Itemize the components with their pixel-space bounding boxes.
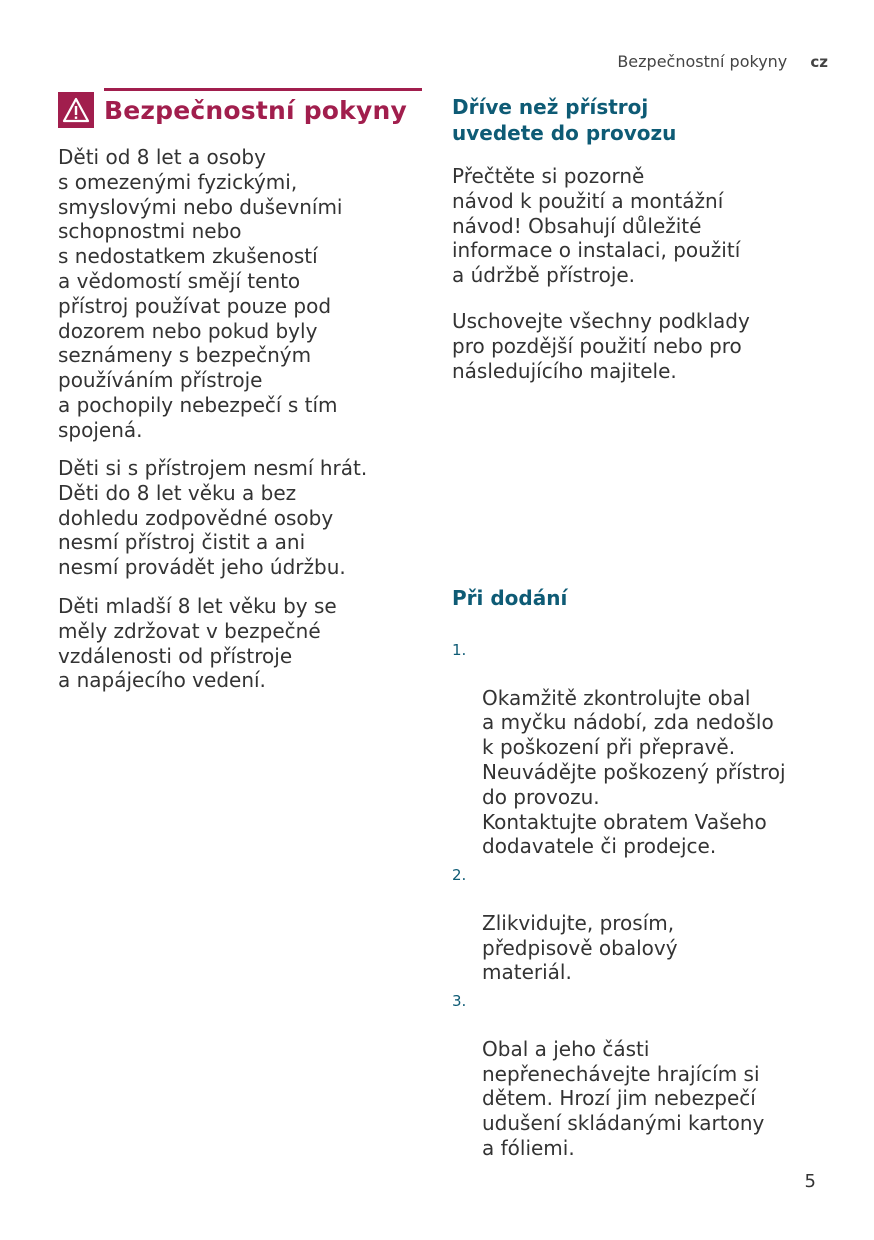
- page-number: 5: [804, 1171, 816, 1192]
- page-title: Bezpečnostní pokyny: [104, 95, 407, 125]
- list-item-number: 3.: [452, 992, 467, 1011]
- warning-triangle-icon: [58, 92, 94, 128]
- list-item-number: 1.: [452, 641, 467, 659]
- list-item-text: Okamžitě zkontrolujte obal a myčku nádobí, zda nedošlo k poškození při přepravě. Neuvádějte poškozený přístroj do provozu. Kontaktujte obratem Vašeho dodavatele či prodejce.: [482, 685, 786, 859]
- before-use-heading: Dříve než přístroj uvedete do provozu: [452, 95, 677, 145]
- header-language-code: cz: [810, 53, 828, 71]
- list-item-text: Zlikvidujte, prosím, předpisově obalový materiál.: [482, 910, 678, 985]
- section-title-rule: [104, 88, 422, 91]
- safety-paragraph-2: Děti si s přístrojem nesmí hrát. Děti do 8 let věku a bez dohledu zodpovědné osoby nesmí přístroj čistit a ani nesmí provádět jeho údržbu.: [58, 456, 368, 580]
- header-section-title: Bezpečnostní pokyny: [617, 52, 788, 71]
- safety-paragraph-3: Děti mladší 8 let věku by se měly zdržovat v bezpečné vzdálenosti od přístroje a napájecího vedení.: [58, 594, 337, 693]
- safety-section-heading: [58, 92, 407, 128]
- list-item: [452, 636, 832, 859]
- safety-paragraph-1: Děti od 8 let a osoby s omezenými fyzickými, smyslovými nebo duševními schopnostmi nebo s nedostatkem zkušeností a vědomostí smějí tento přístroj používat pouze pod dozorem nebo pokud byly seznámeny s bezpečným používáním přístroje a pochopily nebezpečí s tím spojená.: [58, 145, 343, 442]
- before-use-paragraph-1: Přečtěte si pozorně návod k použití a montážní návod! Obsahují důležité informace o instalaci, použití a údržbě přístroje.: [452, 164, 741, 288]
- list-item: [452, 861, 832, 985]
- before-use-paragraph-2: Uschovejte všechny podklady pro pozdější použití nebo pro následujícího majitele.: [452, 309, 750, 383]
- list-item: [452, 987, 832, 1161]
- list-item-number: 2.: [452, 866, 467, 885]
- delivery-steps-list: [452, 636, 832, 1163]
- delivery-heading: Při dodání: [452, 586, 568, 610]
- list-item-text: Obal a jeho části nepřenechávejte hrajícím si dětem. Hrozí jim nebezpečí udušení skládanými kartony a fóliemi.: [482, 1036, 765, 1160]
- running-header: [617, 52, 828, 71]
